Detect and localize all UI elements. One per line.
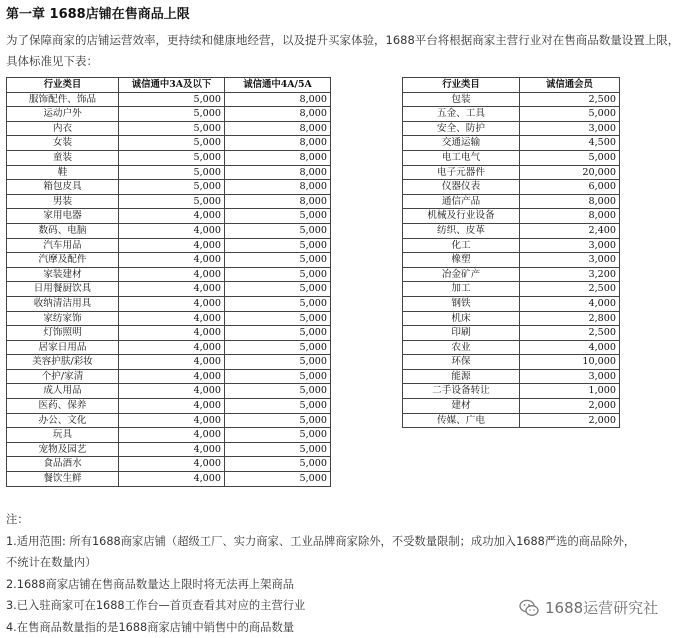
category-cell: 居家日用品	[7, 340, 119, 355]
limit-cell: 5,000	[225, 340, 331, 355]
limit-cell: 2,500	[520, 326, 620, 341]
category-cell: 食品酒水	[7, 457, 119, 472]
limit-cell: 4,000	[119, 296, 225, 311]
limit-cell: 4,000	[119, 369, 225, 384]
category-cell: 女装	[7, 136, 119, 151]
limit-cell: 5,000	[225, 296, 331, 311]
category-cell: 加工	[403, 282, 520, 297]
table-row	[403, 136, 620, 151]
limit-cell: 8,000	[225, 194, 331, 209]
table-row	[7, 355, 331, 370]
limit-cell: 3,000	[520, 253, 620, 268]
limit-cell: 5,000	[225, 209, 331, 224]
limit-cell: 4,000	[119, 340, 225, 355]
category-cell: 机床	[403, 311, 520, 326]
limit-cell: 4,000	[119, 267, 225, 282]
table-row	[403, 209, 620, 224]
limit-cell: 8,000	[520, 194, 620, 209]
category-cell: 建材	[403, 399, 520, 414]
table-row	[403, 282, 620, 297]
limit-cell: 5,000	[225, 267, 331, 282]
table-row	[7, 92, 331, 107]
category-cell: 机械及行业设备	[403, 209, 520, 224]
limit-cell: 5,000	[119, 92, 225, 107]
intro-paragraph: 为了保障商家的店铺运营效率，更持续和健康地经营，以及提升买家体验，1688平台将根据商家主营行业对在售商品数量设置上限，具体标准见下表：	[6, 33, 680, 68]
limit-cell: 4,000	[119, 282, 225, 297]
limit-cell: 20,000	[520, 165, 620, 180]
limit-cell: 2,800	[520, 311, 620, 326]
limit-cell: 10,000	[520, 355, 620, 370]
limit-table-right	[402, 77, 620, 428]
table-header-row	[7, 78, 331, 93]
category-cell: 农业	[403, 340, 520, 355]
category-cell: 玩具	[7, 428, 119, 443]
limit-cell: 5,000	[119, 107, 225, 122]
table-row	[7, 340, 331, 355]
limit-cell: 8,000	[225, 92, 331, 107]
notes-heading: 注：	[6, 513, 29, 526]
limit-cell: 3,000	[520, 121, 620, 136]
table-row	[403, 165, 620, 180]
category-cell: 宠物及园艺	[7, 442, 119, 457]
limit-cell: 3,000	[520, 238, 620, 253]
category-cell: 成人用品	[7, 384, 119, 399]
table-row	[403, 340, 620, 355]
table-row	[403, 267, 620, 282]
category-cell: 汽摩及配件	[7, 253, 119, 268]
limit-cell: 8,000	[225, 150, 331, 165]
table-row	[7, 472, 331, 487]
category-cell: 箱包皮具	[7, 180, 119, 195]
category-cell: 交通运输	[403, 136, 520, 151]
category-cell: 安全、防护	[403, 121, 520, 136]
limit-cell: 5,000	[225, 282, 331, 297]
table-row	[403, 238, 620, 253]
category-cell: 能源	[403, 369, 520, 384]
limit-cell: 1,000	[520, 384, 620, 399]
table-row	[7, 165, 331, 180]
category-cell: 印刷	[403, 326, 520, 341]
table-row	[7, 194, 331, 209]
category-cell: 医药、保养	[7, 399, 119, 414]
limit-cell: 8,000	[225, 107, 331, 122]
table-row	[403, 253, 620, 268]
table-row	[7, 150, 331, 165]
note-item: 3.已入驻商家可在1688工作台—首页查看其对应的主营行业	[6, 599, 306, 612]
table-row	[403, 180, 620, 195]
category-cell: 服饰配件、饰品	[7, 92, 119, 107]
table-row	[7, 384, 331, 399]
category-cell: 鞋	[7, 165, 119, 180]
category-cell: 橡塑	[403, 253, 520, 268]
table-row	[7, 267, 331, 282]
limit-cell: 4,000	[119, 311, 225, 326]
page-title: 第一章 1688店铺在售商品上限	[6, 7, 190, 22]
limit-cell: 3,200	[520, 267, 620, 282]
table-row	[7, 413, 331, 428]
category-cell: 家装建材	[7, 267, 119, 282]
category-cell: 电工电气	[403, 150, 520, 165]
limit-cell: 8,000	[520, 209, 620, 224]
limit-cell: 8,000	[225, 165, 331, 180]
watermark	[519, 597, 658, 618]
limit-cell: 5,000	[225, 369, 331, 384]
watermark-text: 1688运营研究社	[545, 599, 659, 617]
limit-cell: 5,000	[520, 150, 620, 165]
category-cell: 纺织、皮革	[403, 223, 520, 238]
category-cell: 传媒、广电	[403, 413, 520, 428]
limit-cell: 4,000	[119, 238, 225, 253]
limit-cell: 5,000	[225, 384, 331, 399]
table-row	[7, 121, 331, 136]
category-cell: 环保	[403, 355, 520, 370]
limit-cell: 4,000	[119, 442, 225, 457]
table-row	[7, 209, 331, 224]
table-row	[403, 194, 620, 209]
table-row	[7, 399, 331, 414]
limit-cell: 4,000	[119, 223, 225, 238]
column-header: 行业类目	[403, 78, 520, 93]
limit-table-left	[6, 77, 331, 487]
table-row	[7, 223, 331, 238]
limit-cell: 8,000	[225, 121, 331, 136]
limit-cell: 4,000	[119, 472, 225, 487]
category-cell: 二手设备转让	[403, 384, 520, 399]
limit-cell: 5,000	[119, 121, 225, 136]
limit-cell: 5,000	[225, 238, 331, 253]
limit-cell: 4,500	[520, 136, 620, 151]
limit-cell: 4,000	[119, 209, 225, 224]
table-row	[403, 223, 620, 238]
category-cell: 男装	[7, 194, 119, 209]
table-row	[403, 107, 620, 122]
category-cell: 化工	[403, 238, 520, 253]
category-cell: 冶金矿产	[403, 267, 520, 282]
limit-cell: 4,000	[119, 355, 225, 370]
column-header: 行业类目	[7, 78, 119, 93]
table-row	[7, 369, 331, 384]
category-cell: 日用餐厨饮具	[7, 282, 119, 297]
category-cell: 汽车用品	[7, 238, 119, 253]
category-cell: 个护/家清	[7, 369, 119, 384]
category-cell: 灯饰照明	[7, 326, 119, 341]
limit-cell: 4,000	[119, 253, 225, 268]
limit-cell: 4,000	[119, 399, 225, 414]
limit-cell: 6,000	[520, 180, 620, 195]
category-cell: 美容护肤/彩妆	[7, 355, 119, 370]
table-row	[7, 296, 331, 311]
note-item: 2.1688商家店铺在售商品数量达上限时将无法再上架商品	[6, 577, 295, 591]
table-row	[403, 92, 620, 107]
wechat-icon	[519, 599, 539, 617]
limit-cell: 5,000	[520, 107, 620, 122]
table-row	[7, 136, 331, 151]
category-cell: 收纳清洁用具	[7, 296, 119, 311]
table-row	[403, 326, 620, 341]
table-row	[403, 311, 620, 326]
table-row	[403, 384, 620, 399]
limit-cell: 4,000	[119, 457, 225, 472]
category-cell: 运动户外	[7, 107, 119, 122]
category-cell: 仪器仪表	[403, 180, 520, 195]
limit-cell: 4,000	[119, 326, 225, 341]
table-row	[403, 296, 620, 311]
limit-cell: 2,500	[520, 282, 620, 297]
limit-cell: 5,000	[225, 472, 331, 487]
limit-cell: 4,000	[119, 413, 225, 428]
limit-cell: 2,000	[520, 399, 620, 414]
category-cell: 童装	[7, 150, 119, 165]
limit-cell: 5,000	[225, 442, 331, 457]
category-cell: 餐饮生鲜	[7, 472, 119, 487]
limit-cell: 3,000	[520, 369, 620, 384]
limit-cell: 4,000	[119, 384, 225, 399]
limit-cell: 5,000	[119, 194, 225, 209]
table-header-row	[403, 78, 620, 93]
table-row	[403, 121, 620, 136]
limit-cell: 5,000	[225, 326, 331, 341]
table-row	[7, 311, 331, 326]
column-header: 诚信通中4A/5A	[225, 78, 331, 93]
table-row	[403, 399, 620, 414]
table-row	[7, 428, 331, 443]
limit-cell: 5,000	[225, 413, 331, 428]
table-row	[7, 107, 331, 122]
category-cell: 包装	[403, 92, 520, 107]
limit-cell: 5,000	[119, 180, 225, 195]
limit-cell: 5,000	[119, 136, 225, 151]
limit-cell: 5,000	[225, 457, 331, 472]
limit-cell: 5,000	[225, 399, 331, 414]
category-cell: 家用电器	[7, 209, 119, 224]
limit-cell: 4,000	[520, 340, 620, 355]
notes-section	[6, 509, 646, 638]
limit-cell: 8,000	[225, 136, 331, 151]
limit-cell: 4,000	[119, 428, 225, 443]
table-row	[403, 355, 620, 370]
table-row	[7, 180, 331, 195]
column-header: 诚信通中3A及以下	[119, 78, 225, 93]
limit-cell: 5,000	[225, 253, 331, 268]
note-item: 1.适用范围: 所有1688商家店铺（超级工厂、实力商家、工业品牌商家除外，不受数量限制；成功加入1688严选的商品除外，不统计在数量内）	[6, 534, 636, 569]
limit-cell: 2,400	[520, 223, 620, 238]
table-row	[7, 238, 331, 253]
column-header: 诚信通会员	[520, 78, 620, 93]
category-cell: 数码、电脑	[7, 223, 119, 238]
category-cell: 内衣	[7, 121, 119, 136]
table-row	[7, 442, 331, 457]
limit-cell: 5,000	[119, 150, 225, 165]
table-row	[7, 326, 331, 341]
limit-cell: 8,000	[225, 180, 331, 195]
category-cell: 电子元器件	[403, 165, 520, 180]
table-row	[403, 150, 620, 165]
limit-cell: 5,000	[225, 428, 331, 443]
limit-cell: 5,000	[119, 165, 225, 180]
table-row	[7, 457, 331, 472]
limit-cell: 5,000	[225, 355, 331, 370]
note-item: 4.在售商品数量指的是1688商家店铺中销售中的商品数量	[6, 620, 295, 634]
category-cell: 家纺家饰	[7, 311, 119, 326]
limit-cell: 5,000	[225, 223, 331, 238]
table-row	[403, 369, 620, 384]
limit-cell: 2,000	[520, 413, 620, 428]
limit-cell: 5,000	[225, 311, 331, 326]
category-cell: 五金、工具	[403, 107, 520, 122]
limit-cell: 2,500	[520, 92, 620, 107]
table-row	[403, 413, 620, 428]
limit-cell: 4,000	[520, 296, 620, 311]
category-cell: 办公、文化	[7, 413, 119, 428]
category-cell: 钢铁	[403, 296, 520, 311]
table-row	[7, 282, 331, 297]
table-row	[7, 253, 331, 268]
category-cell: 通信产品	[403, 194, 520, 209]
